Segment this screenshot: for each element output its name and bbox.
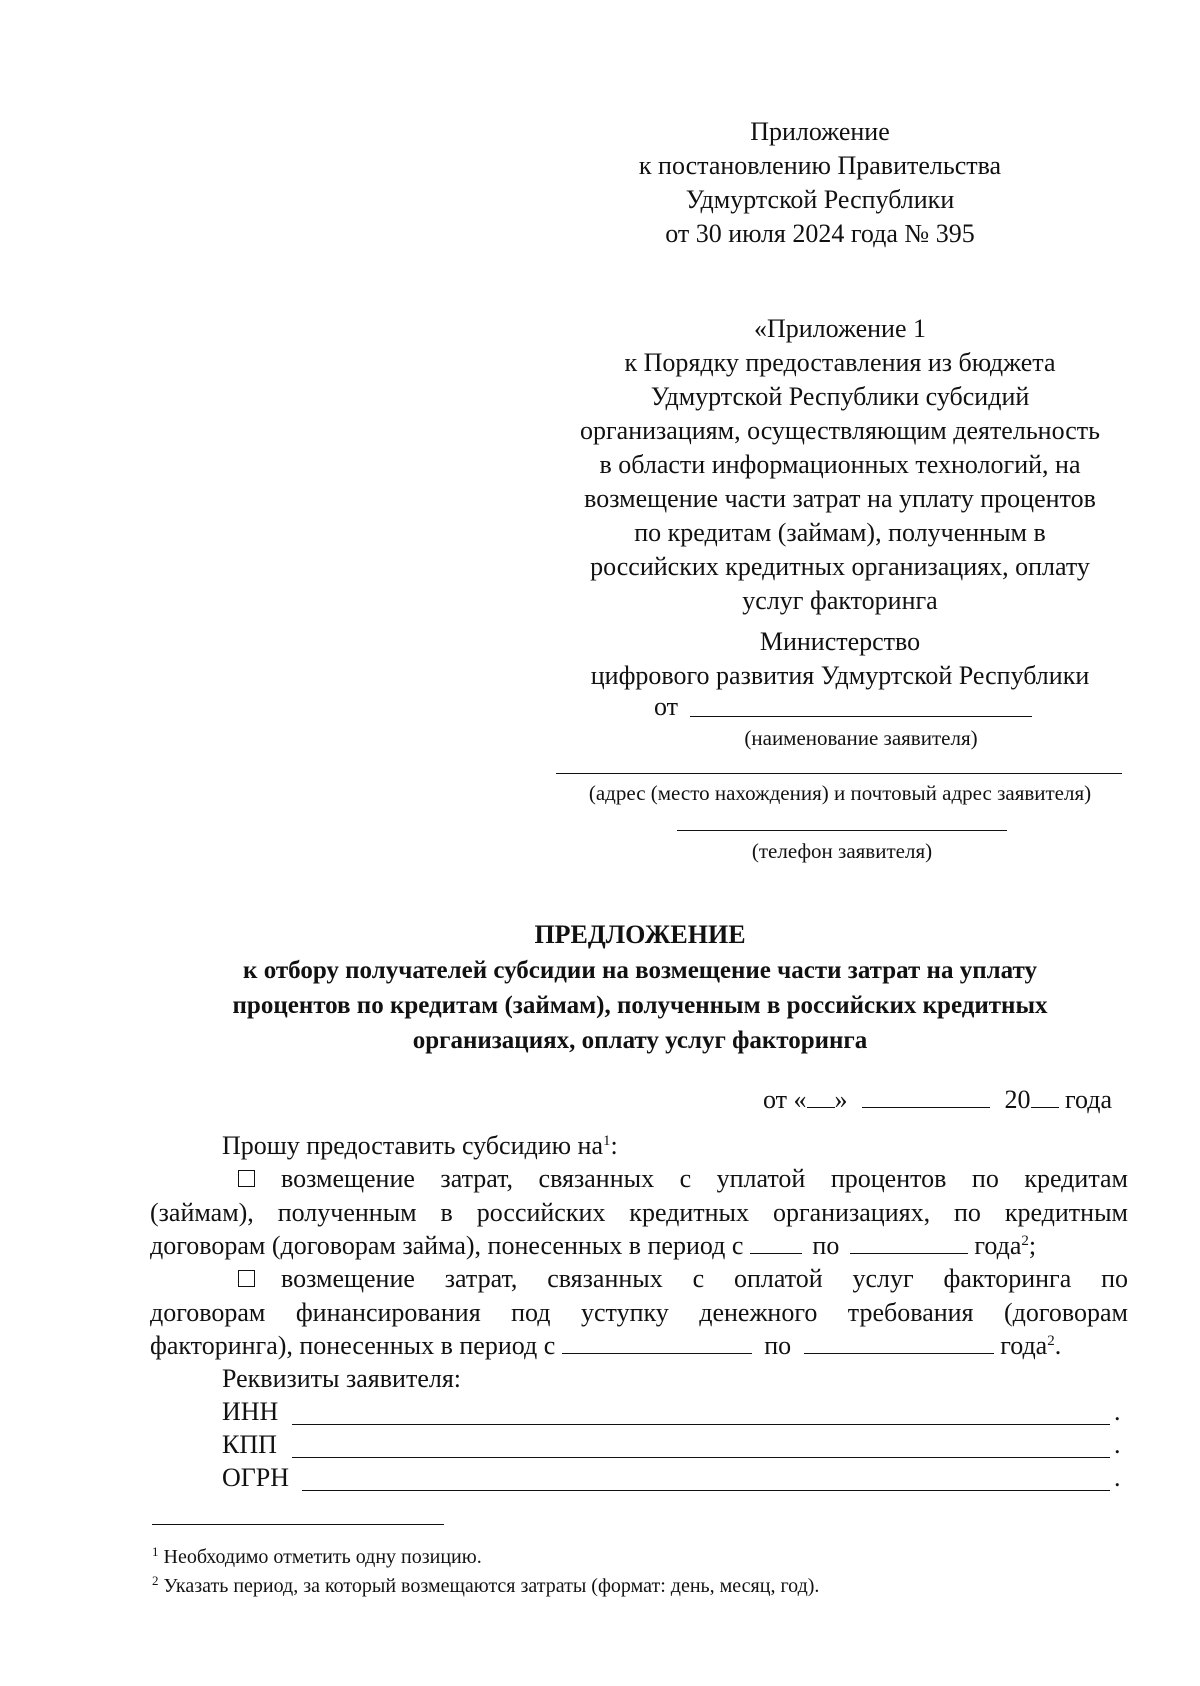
kpp-end: . bbox=[1114, 1430, 1121, 1459]
option2-period-to-blank[interactable] bbox=[804, 1331, 994, 1354]
appendix-line: организациям, осуществляющим деятельность bbox=[580, 416, 1100, 445]
document-title bbox=[130, 918, 1150, 952]
footnote-2 bbox=[152, 1573, 819, 1600]
option2-checkbox[interactable] bbox=[238, 1270, 255, 1287]
subtitle-line: организациях, оплату услуг факторинга bbox=[412, 1027, 868, 1054]
header-block bbox=[560, 115, 1080, 251]
applicant-address-line bbox=[556, 773, 1122, 774]
applicant-name-caption: (наименование заявителя) bbox=[744, 726, 978, 750]
option2-line3 bbox=[150, 1329, 1061, 1363]
subtitle-line: процентов по кредитам (займам), полученным в российских кредитных bbox=[232, 992, 1048, 1019]
subtitle-line: к отбору получателей субсидии на возмещение части затрат на уплату bbox=[243, 957, 1037, 984]
option2-year-word: года bbox=[1000, 1331, 1048, 1360]
day-blank bbox=[807, 1085, 835, 1108]
appendix-line: российских кредитных организациях, оплату bbox=[590, 552, 1090, 581]
requisites-title: Реквизиты заявителя: bbox=[222, 1364, 462, 1393]
option2-footnote-mark: 2 bbox=[1047, 1333, 1055, 1349]
option2-checkbox-row bbox=[238, 1262, 1128, 1296]
option1-checkbox-row bbox=[238, 1162, 1128, 1196]
option1-po: по bbox=[812, 1231, 840, 1260]
option1-end: ; bbox=[1028, 1231, 1037, 1260]
option1-year-word: года bbox=[974, 1231, 1022, 1260]
footnote-1-mark: 1 bbox=[152, 1544, 159, 1559]
option2-text-line1: возмещение затрат, связанных с оплатой услуг факторинга по bbox=[281, 1264, 1128, 1293]
appendix-line: в области информационных технологий, на bbox=[599, 450, 1081, 479]
addressee-line: Министерство bbox=[759, 627, 921, 656]
addressee-line: цифрового развития Удмуртской Республики bbox=[590, 661, 1090, 690]
kpp-field-line[interactable] bbox=[292, 1457, 1110, 1458]
ogrn-end: . bbox=[1114, 1463, 1121, 1492]
ogrn-field-line[interactable] bbox=[302, 1490, 1110, 1491]
from-label: от bbox=[654, 692, 679, 721]
appendix-line: «Приложение 1 bbox=[753, 314, 927, 343]
option1-checkbox[interactable] bbox=[238, 1170, 255, 1187]
appendix-line: Удмуртской Республики субсидий bbox=[650, 382, 1030, 411]
option1-period-prefix: договорам (договорам займа), понесенных в период с bbox=[150, 1231, 744, 1260]
footnote-2-mark: 2 bbox=[152, 1573, 159, 1588]
intro-text: Прошу предоставить субсидию на bbox=[222, 1131, 604, 1160]
header-line-date: от 30 июля 2024 года № 395 bbox=[665, 219, 975, 248]
option2-end: . bbox=[1054, 1331, 1062, 1360]
option1-line3 bbox=[150, 1229, 1036, 1263]
month-blank bbox=[862, 1085, 990, 1108]
option1-footnote-mark: 2 bbox=[1021, 1233, 1029, 1249]
option2-period-from-blank[interactable] bbox=[562, 1331, 752, 1354]
year-blank bbox=[1031, 1085, 1059, 1108]
footnote-1-text: Необходимо отметить одну позицию. bbox=[163, 1546, 482, 1568]
request-intro bbox=[222, 1129, 618, 1163]
applicant-name-line bbox=[690, 716, 1032, 717]
footnote-separator bbox=[152, 1524, 444, 1525]
ogrn-label: ОГРН bbox=[222, 1463, 290, 1492]
option2-line1 bbox=[238, 1262, 1128, 1296]
option1-text-line1: возмещение затрат, связанных с уплатой процентов по кредитам bbox=[281, 1164, 1128, 1193]
option2-period-prefix: факторинга), понесенных в период с bbox=[150, 1331, 556, 1360]
inn-end: . bbox=[1114, 1397, 1121, 1426]
option1-period-to-blank[interactable] bbox=[850, 1231, 968, 1254]
appendix-line: к Порядку предоставления из бюджета bbox=[624, 348, 1056, 377]
date-mid: » bbox=[834, 1085, 848, 1114]
option2-po: по bbox=[764, 1331, 792, 1360]
intro-footnote-mark: 1 bbox=[603, 1133, 611, 1149]
date-line bbox=[763, 1083, 1112, 1117]
appendix-line: по кредитам (займам), полученным в bbox=[634, 518, 1046, 547]
applicant-phone-caption: (телефон заявителя) bbox=[751, 839, 933, 863]
header-line-resolution: к постановлению Правительства bbox=[638, 151, 1002, 180]
option1-line1 bbox=[238, 1162, 1128, 1196]
date-year: 20 bbox=[1004, 1085, 1031, 1114]
title-heading: ПРЕДЛОЖЕНИЕ bbox=[534, 920, 746, 949]
date-suffix: года bbox=[1065, 1085, 1113, 1114]
kpp-label: КПП bbox=[222, 1430, 277, 1459]
appendix-line: услуг факторинга bbox=[742, 586, 938, 615]
option2-line2: договорам финансирования под уступку денежного требования (договорам bbox=[150, 1298, 1128, 1327]
date-prefix: от « bbox=[763, 1085, 807, 1114]
document-subtitle bbox=[130, 953, 1150, 1058]
addressee-ministry bbox=[550, 625, 1130, 693]
intro-colon: : bbox=[610, 1131, 618, 1160]
appendix-line: возмещение части затрат на уплату процентов bbox=[584, 484, 1096, 513]
footnote-2-text: Указать период, за который возмещаются затраты (формат: день, месяц, год). bbox=[163, 1575, 820, 1597]
option1-period-from-blank[interactable] bbox=[750, 1231, 802, 1254]
header-line-republic: Удмуртской Республики bbox=[685, 185, 955, 214]
inn-field-line[interactable] bbox=[292, 1424, 1110, 1425]
inn-label: ИНН bbox=[222, 1397, 279, 1426]
applicant-phone-line bbox=[677, 830, 1007, 831]
applicant-address-caption: (адрес (место нахождения) и почтовый адрес заявителя) bbox=[588, 781, 1092, 805]
header-line-appendix: Приложение bbox=[750, 117, 890, 146]
option1-line2: (займам), полученным в российских кредитных организациях, по кредитным bbox=[150, 1198, 1128, 1227]
footnote-1 bbox=[152, 1544, 482, 1571]
appendix-block bbox=[550, 312, 1130, 618]
